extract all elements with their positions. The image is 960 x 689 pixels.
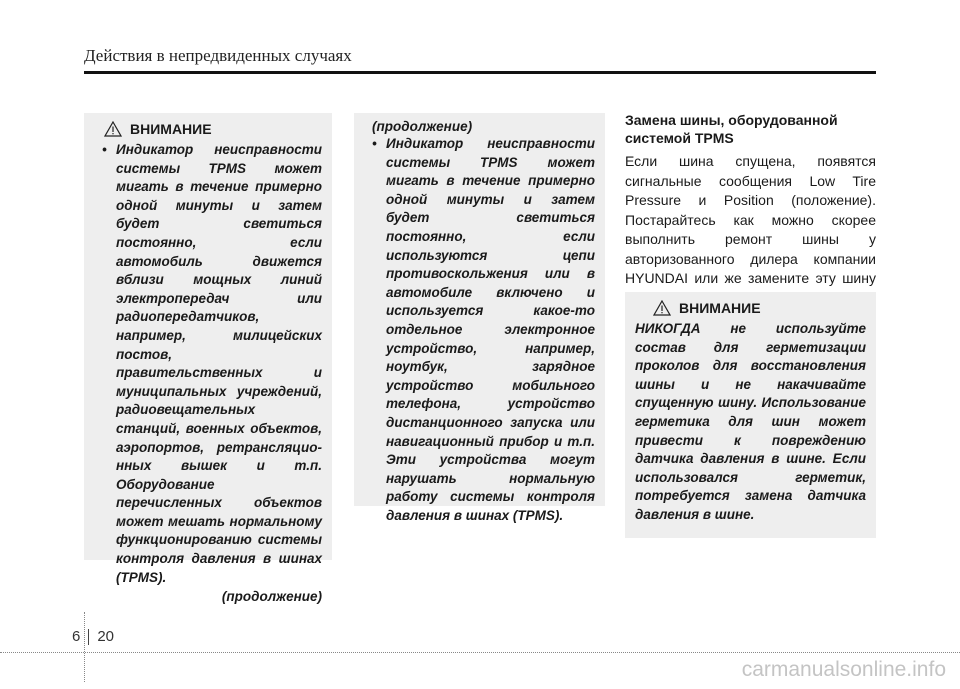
warning-triangle-icon <box>104 121 122 137</box>
warning-box-3 <box>625 292 876 538</box>
tpms-tire-replacement-section <box>625 111 876 308</box>
continued-label: (продолжение) <box>221 589 322 605</box>
continued-label: (продолжение) <box>372 119 473 134</box>
page-number-separator <box>88 629 89 645</box>
warning-bullet <box>372 135 595 525</box>
section-body: Если шина спущена, появятся сигнальные сообщения Low Tire Pressure и Position (положение). Постарайтесь как можно скорее выполнить ремонт шины у авторизованного дилера компании HYUNDAI или же замените эту шину <box>625 153 876 286</box>
warning-bullet-text: Индикатор неисправности системы TPMS может мигать в течение примерно одной минуты и затем будет светиться постоянно, если автомобиль движется вблизи мощных линий электропередач или радиопередатчиков, например, милицейских постов, правительственных и муниципальных учреждений, радиовещательных станций, военных объектов, аэропортов, ретрансляцио-нных вышек и т.п. Оборудование перечисленных объектов может мешать нормальному функционированию системы контроля давления в шинах (TPMS). <box>116 142 322 585</box>
warning-bullet-text: Индикатор неисправности системы TPMS может мигать в течение примерно одной минуты и затем будет светиться постоянно, если используются цепи противоскольжения или в автомобиле включено и используется какое-то отдельное электронное устройство, например, ноутбук, зарядное устройство мобильного телефона, устройство дистанционного запуска или навигационный прибор и т.п. Эти устройства могут нарушать нормальную работу системы контроля давления в шинах (TPMS). <box>386 136 595 523</box>
warning-box-1 <box>84 113 332 605</box>
chapter-number: 6 <box>72 628 81 645</box>
warning-triangle-icon <box>653 300 671 316</box>
warning-box-2 <box>354 113 605 523</box>
page-number-value: 20 <box>97 628 115 645</box>
section-heading: Замена шины, оборудованной системой TPMS <box>625 112 838 146</box>
warning-heading <box>653 300 866 316</box>
section-title: Действия в непредвиденных случаях <box>84 46 352 65</box>
watermark: carmanualsonline.info <box>741 658 946 681</box>
crop-mark-vertical <box>84 612 85 682</box>
crop-mark-horizontal <box>0 652 960 653</box>
bullet-dot: • <box>372 136 377 151</box>
page-number <box>72 628 114 645</box>
warning-heading <box>104 121 322 137</box>
warning-text: НИКОГДА не используйте состав для герметизации проколов для восстановления шины и не накачивайте спущенную шину. Использование герметика для шин может привести к повреждению датчика давления в шине. Если использовался герметик, потребуется замена датчика давления в шине. <box>635 321 866 522</box>
warning-bullet <box>102 141 322 587</box>
bullet-dot: • <box>102 142 107 157</box>
warning-heading-label: ВНИМАНИЕ <box>130 121 212 137</box>
warning-heading-label: ВНИМАНИЕ <box>679 300 761 316</box>
header-rule <box>84 71 876 74</box>
